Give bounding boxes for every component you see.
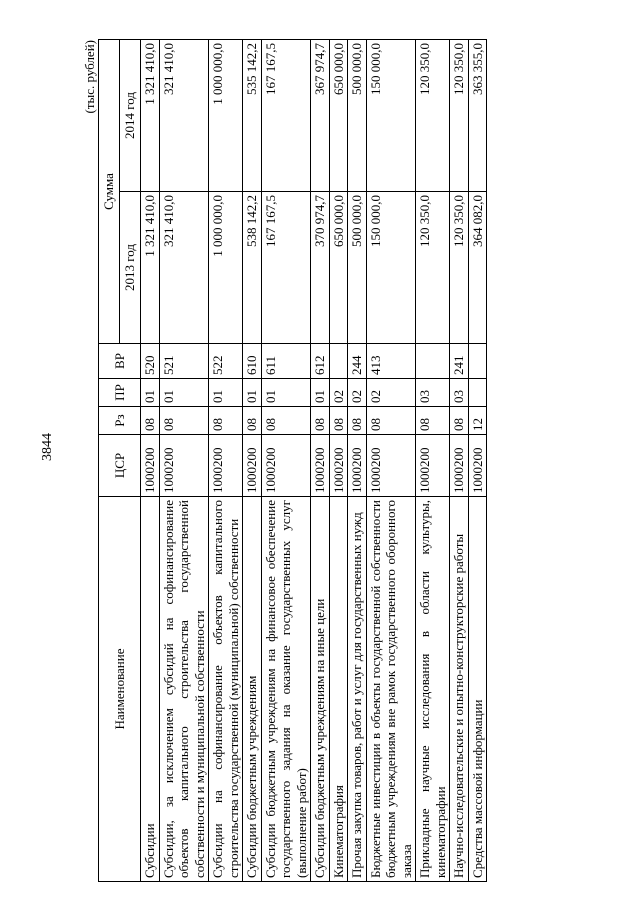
- cell-csr: 1000200: [366, 435, 416, 497]
- cell-name: Субсидии бюджетным учреждениям на иные цели: [311, 497, 330, 882]
- cell-csr: 1000200: [261, 435, 311, 497]
- cell-y2014: 535 142,2: [243, 40, 262, 192]
- cell-pr: 03: [416, 379, 450, 407]
- cell-rz: 08: [366, 407, 416, 435]
- cell-y2014: 150 000,0: [366, 40, 416, 192]
- table-row: [209, 40, 243, 882]
- cell-name: Бюджетные инвестиции в объекты государственной собственности бюджетным учреждениям вне рамок государственного оборонного заказа: [366, 497, 416, 882]
- cell-pr: 01: [261, 379, 311, 407]
- table-row: [366, 40, 416, 882]
- cell-y2014: 167 167,5: [261, 40, 311, 192]
- cell-pr: 01: [243, 379, 262, 407]
- cell-vr: 241: [450, 344, 469, 379]
- header-pr: ПР: [99, 379, 141, 407]
- cell-csr: 1000200: [468, 435, 487, 497]
- table-body: [141, 40, 487, 882]
- cell-csr: 1000200: [450, 435, 469, 497]
- cell-csr: 1000200: [329, 435, 348, 497]
- cell-y2013: 650 000,0: [329, 192, 348, 344]
- cell-vr: 244: [348, 344, 367, 379]
- cell-vr: [416, 344, 450, 379]
- table-row: [261, 40, 311, 882]
- cell-csr: 1000200: [159, 435, 209, 497]
- cell-vr: [329, 344, 348, 379]
- table-row: [468, 40, 487, 882]
- cell-pr: [468, 379, 487, 407]
- cell-csr: 1000200: [311, 435, 330, 497]
- cell-y2013: 364 082,0: [468, 192, 487, 344]
- rotated-table-container: [80, 34, 600, 882]
- cell-y2014: 120 350,0: [416, 40, 450, 192]
- cell-rz: 08: [450, 407, 469, 435]
- cell-pr: 03: [450, 379, 469, 407]
- cell-y2013: 321 410,0: [159, 192, 209, 344]
- cell-name: Субсидии бюджетным учреждениям: [243, 497, 262, 882]
- cell-vr: 610: [243, 344, 262, 379]
- cell-pr: 01: [141, 379, 160, 407]
- table-row: [141, 40, 160, 882]
- cell-rz: 08: [261, 407, 311, 435]
- cell-y2014: 363 355,0: [468, 40, 487, 192]
- cell-name: Субсидии: [141, 497, 160, 882]
- cell-vr: 612: [311, 344, 330, 379]
- cell-pr: 02: [366, 379, 416, 407]
- cell-pr: 01: [311, 379, 330, 407]
- cell-y2013: 167 167,5: [261, 192, 311, 344]
- cell-rz: 08: [329, 407, 348, 435]
- table-row: [243, 40, 262, 882]
- cell-vr: 520: [141, 344, 160, 379]
- cell-pr: 01: [159, 379, 209, 407]
- cell-y2013: 500 000,0: [348, 192, 367, 344]
- cell-y2013: 1 000 000,0: [209, 192, 243, 344]
- page-number: 3844: [40, 433, 55, 461]
- cell-rz: 12: [468, 407, 487, 435]
- cell-pr: 01: [209, 379, 243, 407]
- cell-name: Прочая закупка товаров, работ и услуг для государственных нужд: [348, 497, 367, 882]
- table-row: [450, 40, 469, 882]
- cell-rz: 08: [348, 407, 367, 435]
- cell-name: Научно-исследовательские и опытно-конструкторские работы: [450, 497, 469, 882]
- cell-rz: 08: [243, 407, 262, 435]
- table-row: [416, 40, 450, 882]
- table-row: [159, 40, 209, 882]
- cell-name: Субсидии бюджетным учреждениям на финансовое обеспечение государственного задания на оказание государственных услуг (выполнение работ): [261, 497, 311, 882]
- cell-rz: 08: [159, 407, 209, 435]
- cell-y2014: 500 000,0: [348, 40, 367, 192]
- cell-name: Прикладные научные исследования в области культуры, кинематографии: [416, 497, 450, 882]
- cell-vr: 611: [261, 344, 311, 379]
- table-row: [329, 40, 348, 882]
- cell-y2014: 120 350,0: [450, 40, 469, 192]
- cell-y2014: 650 000,0: [329, 40, 348, 192]
- cell-name: Кинематография: [329, 497, 348, 882]
- cell-vr: 521: [159, 344, 209, 379]
- table-row: [348, 40, 367, 882]
- cell-y2013: 150 000,0: [366, 192, 416, 344]
- header-name: Наименование: [99, 497, 141, 882]
- budget-table: [98, 39, 487, 882]
- cell-csr: 1000200: [141, 435, 160, 497]
- cell-vr: [468, 344, 487, 379]
- cell-y2013: 538 142,2: [243, 192, 262, 344]
- header-rz: Рз: [99, 407, 141, 435]
- cell-vr: 413: [366, 344, 416, 379]
- header-csr: ЦСР: [99, 435, 141, 497]
- header-sum: Сумма: [99, 40, 120, 344]
- units-label: (тыс. рублей): [82, 40, 97, 114]
- header-vr: ВР: [99, 344, 141, 379]
- header-2013: 2013 год: [120, 192, 141, 344]
- cell-y2013: 120 350,0: [450, 192, 469, 344]
- cell-pr: 02: [329, 379, 348, 407]
- cell-y2013: 370 974,7: [311, 192, 330, 344]
- cell-y2013: 1 321 410,0: [141, 192, 160, 344]
- cell-name: Субсидии на софинансирование объектов капитального строительства государственной (муниципальной) собственности: [209, 497, 243, 882]
- cell-pr: 02: [348, 379, 367, 407]
- cell-rz: 08: [311, 407, 330, 435]
- cell-y2013: 120 350,0: [416, 192, 450, 344]
- cell-csr: 1000200: [243, 435, 262, 497]
- header-2014: 2014 год: [120, 40, 141, 192]
- cell-csr: 1000200: [209, 435, 243, 497]
- cell-name: Субсидии, за исключением субсидий на софинансирование объектов капитального строительства государственной собственности и муниципальной собственности: [159, 497, 209, 882]
- cell-y2014: 1 321 410,0: [141, 40, 160, 192]
- cell-rz: 08: [141, 407, 160, 435]
- cell-y2014: 367 974,7: [311, 40, 330, 192]
- cell-rz: 08: [209, 407, 243, 435]
- cell-name: Средства массовой информации: [468, 497, 487, 882]
- cell-csr: 1000200: [416, 435, 450, 497]
- cell-rz: 08: [416, 407, 450, 435]
- table-row: [311, 40, 330, 882]
- cell-y2014: 1 000 000,0: [209, 40, 243, 192]
- cell-vr: 522: [209, 344, 243, 379]
- cell-y2014: 321 410,0: [159, 40, 209, 192]
- cell-csr: 1000200: [348, 435, 367, 497]
